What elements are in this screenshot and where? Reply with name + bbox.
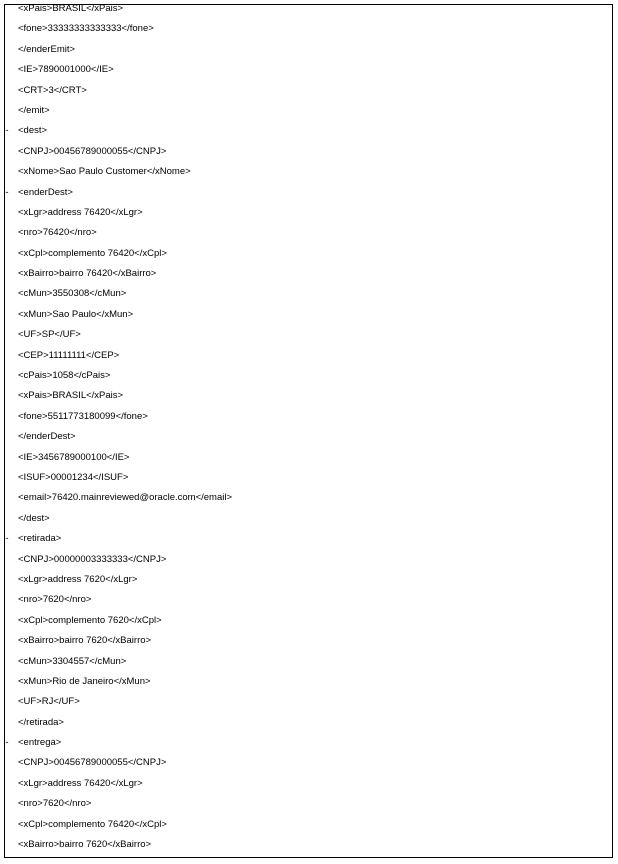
xml-line-text: <retirada> bbox=[18, 533, 62, 545]
xml-line-text: <nro>7620</nro> bbox=[18, 798, 92, 810]
xml-line-text: </dest> bbox=[18, 512, 50, 524]
xml-line-text: <dest> bbox=[18, 125, 48, 137]
xml-line-text: <enderDest> bbox=[18, 186, 73, 198]
xml-line bbox=[5, 512, 612, 535]
xml-line-text: <CNPJ>00000003333333</CNPJ> bbox=[18, 553, 167, 565]
xml-line-text: <xNome>Sao Paulo Customer</xNome> bbox=[18, 166, 191, 178]
collapse-toggle[interactable]: - bbox=[5, 125, 9, 137]
xml-line-text: </retirada> bbox=[18, 716, 64, 728]
xml-line-text: <xMun>Sao Paulo</xMun> bbox=[18, 308, 134, 320]
xml-line-text: <xCpl>complemento 76420</xCpl> bbox=[18, 247, 167, 259]
xml-line-text: <IE>7890001000</IE> bbox=[18, 64, 114, 76]
xml-line bbox=[5, 698, 612, 718]
xml-line-text: </emit> bbox=[18, 104, 50, 116]
xml-line-text: <fone>5511773180099</fone> bbox=[18, 410, 148, 422]
xml-line bbox=[5, 25, 612, 45]
xml-line-text: <cMun>3550308</cMun> bbox=[18, 288, 127, 300]
xml-line bbox=[5, 841, 612, 861]
xml-line-text: <xCpl>complemento 7620</xCpl> bbox=[18, 614, 162, 626]
xml-line-text: <cPais>1058</cPais> bbox=[18, 370, 111, 382]
xml-line-text: <CNPJ>00456789000055</CNPJ> bbox=[18, 145, 167, 157]
xml-line-text: <nro>76420</nro> bbox=[18, 227, 97, 239]
xml-line-text: <xLgr>address 7620</xLgr> bbox=[18, 573, 138, 585]
xml-line bbox=[5, 66, 612, 86]
xml-line-text: <CRT>3</CRT> bbox=[18, 84, 87, 96]
xml-line bbox=[5, 675, 612, 698]
xml-line-text: <UF>RJ</UF> bbox=[18, 696, 80, 708]
collapse-toggle[interactable]: - bbox=[5, 737, 9, 749]
xml-line-text: <UF>SP</UF> bbox=[18, 329, 81, 341]
xml-line-text: <CEP>11111111</CEP> bbox=[18, 349, 120, 361]
xml-line-text: <xBairro>bairro 7620</xBairro> bbox=[18, 635, 152, 647]
xml-line bbox=[5, 410, 612, 433]
xml-line-text: <CNPJ>00456789000055</CNPJ> bbox=[18, 757, 167, 769]
xml-line-text: </enderEmit> bbox=[18, 43, 76, 55]
xml-line-text: <nro>7620</nro> bbox=[18, 594, 92, 606]
xml-line bbox=[5, 308, 612, 331]
xml-line-text: <xCpl>complemento 76420</xCpl> bbox=[18, 818, 167, 830]
xml-line bbox=[5, 104, 612, 127]
xml-document-frame bbox=[4, 4, 613, 858]
xml-line-text: <xBairro>bairro 7620</xBairro> bbox=[18, 839, 152, 851]
xml-line bbox=[5, 168, 612, 188]
xml-line-text: </enderDest> bbox=[18, 431, 76, 443]
xml-line-text: <xPais>BRASIL</xPais> bbox=[18, 390, 124, 402]
xml-line-text: <xLgr>address 76420</xLgr> bbox=[18, 206, 143, 218]
xml-line-text: <xMun>Rio de Janeiro</xMun> bbox=[18, 675, 151, 687]
xml-line-text: <cMun>3304557</cMun> bbox=[18, 655, 127, 667]
xml-line bbox=[5, 716, 612, 739]
xml-line-text: <fone>33333333333333</fone> bbox=[18, 23, 154, 35]
xml-line bbox=[5, 494, 612, 514]
xml-line-text: <xLgr>address 76420</xLgr> bbox=[18, 777, 143, 789]
xml-line-text: <IE>3456789000100</IE> bbox=[18, 451, 130, 463]
xml-line-text: <ISUF>00001234</ISUF> bbox=[18, 471, 129, 483]
xml-line-text: <email>76420.mainreviewed@oracle.com</email> bbox=[18, 492, 233, 504]
collapse-toggle[interactable]: - bbox=[5, 186, 9, 198]
collapse-toggle[interactable]: - bbox=[5, 533, 9, 545]
xml-content bbox=[5, 5, 612, 861]
xml-line-text: <xBairro>bairro 76420</xBairro> bbox=[18, 268, 157, 280]
xml-line-text: <entrega> bbox=[18, 737, 62, 749]
xml-line bbox=[5, 573, 612, 596]
xml-line-text: <xPais>BRASIL</xPais> bbox=[18, 3, 124, 14]
xml-line bbox=[5, 777, 612, 800]
xml-line bbox=[5, 84, 612, 107]
